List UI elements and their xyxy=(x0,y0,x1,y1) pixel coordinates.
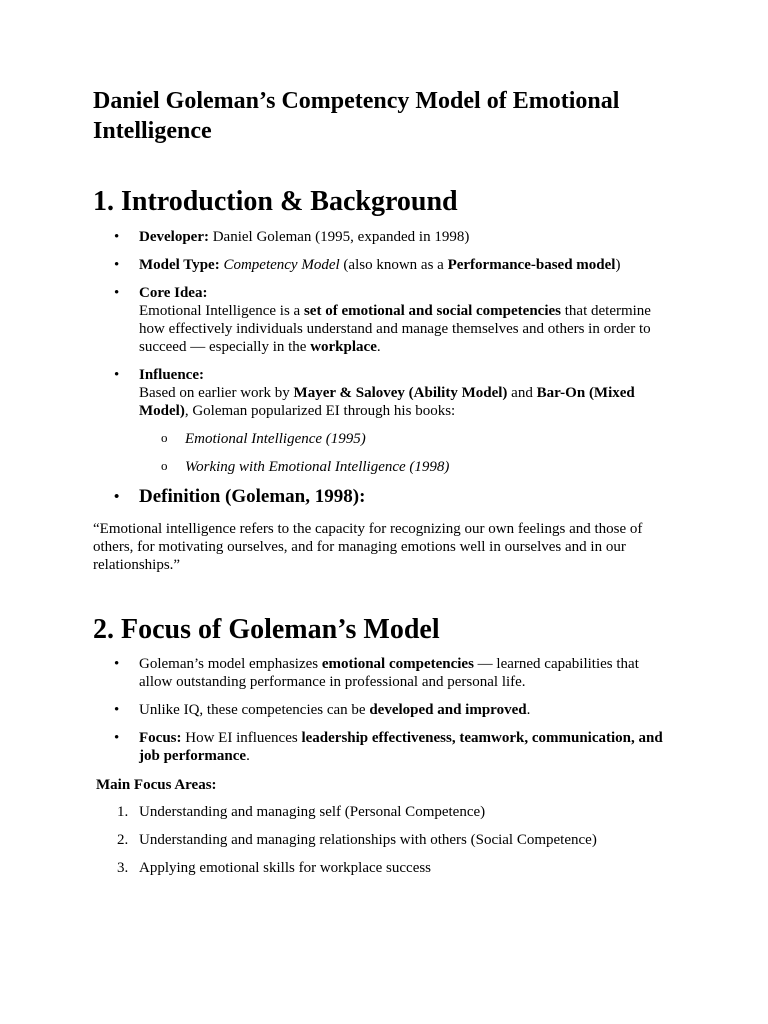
list-item-definition: • Definition (Goleman, 1998): xyxy=(93,486,673,508)
list-item-influence xyxy=(93,366,673,476)
books-list xyxy=(139,430,673,476)
developer-label: Developer: xyxy=(139,229,209,245)
influence-label: Influence: xyxy=(139,367,204,383)
core-idea-workplace: workplace xyxy=(310,339,377,355)
model-type-label: Model Type: xyxy=(139,257,220,273)
core-idea-text: Emotional Intelligence is a xyxy=(139,303,304,319)
unlike-iq-bold: developed and improved xyxy=(369,702,527,718)
influence-mayer-salovey: Mayer & Salovey (Ability Model) xyxy=(293,385,508,401)
focus-bold: leadership effectiveness, teamwork, communication, and job performance xyxy=(139,730,663,764)
list-item-developer xyxy=(93,228,673,246)
section-heading-focus: 2. Focus of Goleman’s Model xyxy=(93,614,440,645)
focus-list xyxy=(93,655,673,765)
list-number: 3. xyxy=(117,860,129,876)
document-title: Daniel Goleman’s Competency Model of Emotional Intelligence xyxy=(93,88,620,144)
emphasis-text: Goleman’s model emphasizes xyxy=(139,656,322,672)
model-type-italic: Competency Model xyxy=(223,257,340,273)
focus-area-item xyxy=(93,803,673,821)
focus-area-item xyxy=(93,831,673,849)
influence-bar-on: Bar-On (Mixed Model) xyxy=(139,385,635,419)
section-heading-introduction: 1. Introduction & Background xyxy=(93,186,458,217)
developer-value: Daniel Goleman (1995, expanded in 1998) xyxy=(208,229,470,245)
influence-text-2: , Goleman popularized EI through his books: xyxy=(184,403,456,419)
focus-areas-list xyxy=(93,803,673,877)
focus-end: . xyxy=(246,748,250,764)
list-number: 2. xyxy=(117,832,129,848)
model-type-text: (also known as a xyxy=(339,257,448,273)
introduction-list xyxy=(93,228,673,508)
core-idea-end: . xyxy=(376,339,381,355)
list-item-model-type xyxy=(93,256,673,274)
core-idea-bold: set of emotional and social competencies xyxy=(303,303,561,319)
influence-text: Based on earlier work by xyxy=(139,385,294,401)
emphasis-bold: emotional competencies xyxy=(321,656,474,672)
list-item-core-idea xyxy=(93,284,673,356)
focus-text: How EI influences xyxy=(181,730,302,746)
list-number: 1. xyxy=(117,804,129,820)
definition-quote: “Emotional intelligence refers to the capacity for recognizing our own feelings and those of others, for motivating ourselves, and for managing emotions well in ourselves and in our relationships.” xyxy=(93,521,643,573)
model-type-bold: Performance-based model xyxy=(447,257,616,273)
book-item: o Emotional Intelligence (1995) xyxy=(139,430,673,448)
core-idea-label: Core Idea: xyxy=(139,285,208,301)
focus-label: Focus: xyxy=(139,730,182,746)
influence-and: and xyxy=(507,385,537,401)
list-item-emphasis xyxy=(93,655,673,691)
emphasis-text-2: — learned capabilities that allow outstanding performance in professional and personal life. xyxy=(139,656,639,690)
focus-area-item xyxy=(93,859,673,877)
focus-area-text: Understanding and managing self (Personal Competence) xyxy=(139,804,486,820)
unlike-iq-text: Unlike IQ, these competencies can be xyxy=(139,702,370,718)
model-type-end: ) xyxy=(615,257,621,273)
main-focus-areas-label: Main Focus Areas: xyxy=(96,777,217,793)
list-item-unlike-iq xyxy=(93,701,673,719)
core-idea-text-2: that determine how effectively individuals understand and manage themselves and others in order to succeed — especially in the xyxy=(139,303,651,355)
book-item: o Working with Emotional Intelligence (1998) xyxy=(139,458,673,476)
focus-area-text: Understanding and managing relationships with others (Social Competence) xyxy=(139,832,597,848)
focus-area-text: Applying emotional skills for workplace success xyxy=(139,860,432,876)
list-item-focus xyxy=(93,729,673,765)
unlike-iq-end: . xyxy=(526,702,531,718)
